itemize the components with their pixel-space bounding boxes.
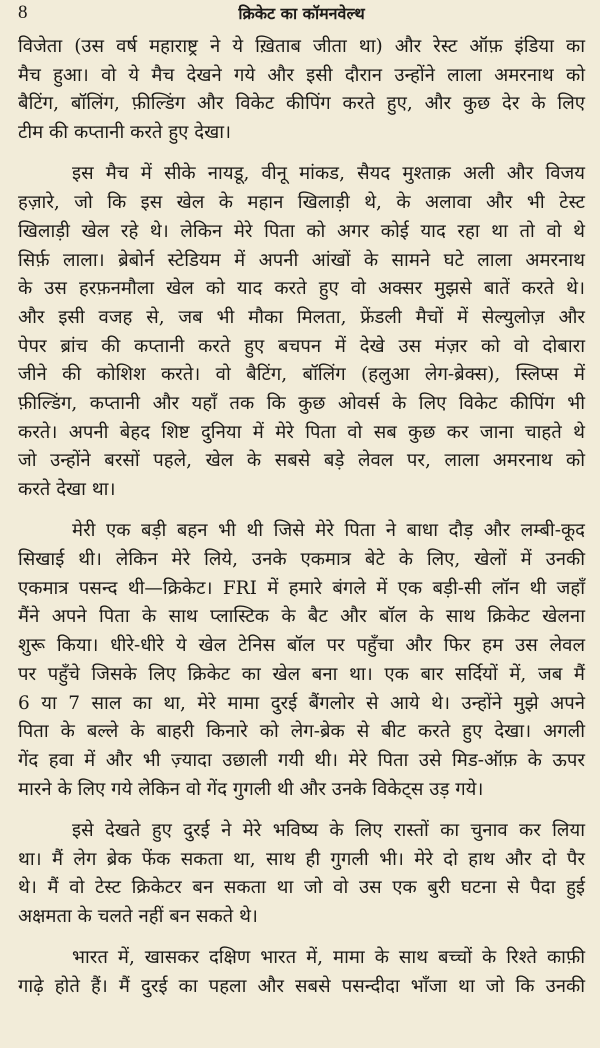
text-line: मेरी एक बड़ी बहन भी थी जिसे मेरे पिता ने बाधा दौड़ और लम्बी-कूद bbox=[72, 520, 585, 542]
text-line: मैच हुआ। वो ये मैच देखने गये और इसी दौरान उन्होंने लाला अमरनाथ को bbox=[18, 64, 585, 86]
text-line: करते देखा था। bbox=[18, 479, 116, 500]
text-line: सिर्फ़ लाला। ब्रेबोर्न स्टेडियम में अपनी आंखों के सामने घटे लाला अमरनाथ bbox=[18, 249, 585, 271]
text-line: बैटिंग, बॉलिंग, फ़ील्डिंग और विकेट कीपिंग करते हुए, और कुछ देर के लिए bbox=[18, 93, 585, 115]
text-line: पेपर ब्रांच की कप्तानी करते हुए बचपन में देखे उस मंज़र को वो दोबारा bbox=[18, 335, 585, 357]
page-number: 8 bbox=[18, 2, 28, 23]
text-line: अक्षमता के चलते नहीं बन सकते थे। bbox=[18, 906, 258, 927]
text-line: था। मैं लेग ब्रेक फेंक सकता था, साथ ही गुगली भी। मेरे दो हाथ और दो पैर bbox=[18, 848, 585, 870]
text-line: और इसी वजह से, जब भी मौका मिलता, फ्रेंडली मैचों में सेल्युलोज़ और bbox=[18, 306, 585, 328]
text-line: करते। अपनी बेहद शिष्ट दुनिया में मेरे पिता वो सब कुछ कर जाना चाहते थे bbox=[18, 421, 585, 443]
text-line: जीने की कोशिश करते। वो बैटिंग, बॉलिंग (हलुआ लेग-ब्रेक्स), स्लिप्स में bbox=[18, 364, 585, 386]
paragraph bbox=[18, 817, 585, 932]
text-line: गेंद हवा में और भी ज़्यादा उछाली गयी थी। मेरे पिता उसे मिड-ऑफ़ के ऊपर bbox=[18, 749, 585, 771]
text-line: 6 या 7 साल का था, मेरे मामा दुरई बैंगलोर से आये थे। उन्होंने मुझे अपने bbox=[18, 692, 585, 714]
text-line: फ़ील्डिंग, कप्तानी और यहाँ तक कि कुछ ओवर्स के लिए विकेट कीपिंग भी bbox=[18, 392, 585, 414]
text-line: मारने के लिए गये लेकिन वो गेंद गुगली थी और उनके विकेट्स उड़ गये। bbox=[18, 778, 484, 800]
paragraph bbox=[18, 944, 585, 1001]
running-title: क्रिकेट का कॉमनवेल्थ bbox=[238, 4, 365, 23]
text-line: हज़ारे, जो कि इस खेल के महान खिलाड़ी थे, के अलावा और भी टेस्ट bbox=[18, 192, 585, 214]
paragraph bbox=[18, 160, 585, 504]
paragraph bbox=[18, 517, 585, 804]
text-line: सिखाई थी। लेकिन मेरे लिये, उनके एकमात्र बेटे के लिए, खेलों में उनकी bbox=[18, 549, 585, 571]
text-line: मैंने अपने पिता के साथ प्लास्टिक के बैट और बॉल के साथ क्रिकेट खेलना bbox=[18, 606, 585, 628]
text-line: एकमात्र पसन्द थी—क्रिकेट। FRI में हमारे बंगले में एक बड़ी-सी लॉन थी जहाँ bbox=[18, 577, 585, 599]
text-line: पर पहुँचे जिसके लिए क्रिकेट का खेल बना था। एक बार सर्दियों में, जब मैं bbox=[18, 663, 585, 685]
text-line: टीम की कप्तानी करते हुए देखा। bbox=[18, 122, 232, 144]
text-line: विजेता (उस वर्ष महाराष्ट्र ने ये ख़िताब जीता था) और रेस्ट ऑफ़ इंडिया का bbox=[18, 36, 585, 57]
paragraph bbox=[18, 33, 585, 148]
text-line: गाढ़े होते हैं। मैं दुरई का पहला और सबसे पसन्दीदा भाँजा था जो कि उनकी bbox=[18, 976, 585, 998]
text-line: जो उन्होंने बरसों पहले, खेल के सबसे बड़े लेवल पर, लाला अमरनाथ को bbox=[18, 450, 585, 472]
text-line: शुरू किया। धीरे-धीरे ये खेल टेनिस बॉल पर पहुँचा और फिर हम उस लेवल bbox=[18, 635, 585, 657]
text-line: इसे देखते हुए दुरई ने मेरे भविष्य के लिए रास्तों का चुनाव कर लिया bbox=[72, 819, 585, 841]
text-line: इस मैच में सीके नायडू, वीनू मांकड, सैयद मुश्ताक़ अली और विजय bbox=[72, 163, 585, 185]
text-line: खिलाड़ी खेल रहे थे। लेकिन मेरे पिता को अगर कोई याद रहा था तो वो थे bbox=[18, 220, 585, 242]
body-text bbox=[18, 33, 585, 1014]
text-line: भारत में, खासकर दक्षिण भारत में, मामा के साथ बच्चों के रिश्ते काफ़ी bbox=[72, 947, 585, 969]
text-line: थे। मैं वो टेस्ट क्रिकेटर बन सकता था जो वो उस एक बुरी घटना से पैदा हुई bbox=[18, 877, 585, 899]
text-line: के उस हरफ़नमौला खेल को याद करते हुए वो अक्सर मुझसे बातें करते थे। bbox=[18, 278, 585, 300]
page-header bbox=[18, 0, 585, 26]
text-line: पिता के बल्ले के बाहरी किनारे को लेग-ब्रेक से बीट करते हुए देखा। अगली bbox=[18, 721, 585, 743]
